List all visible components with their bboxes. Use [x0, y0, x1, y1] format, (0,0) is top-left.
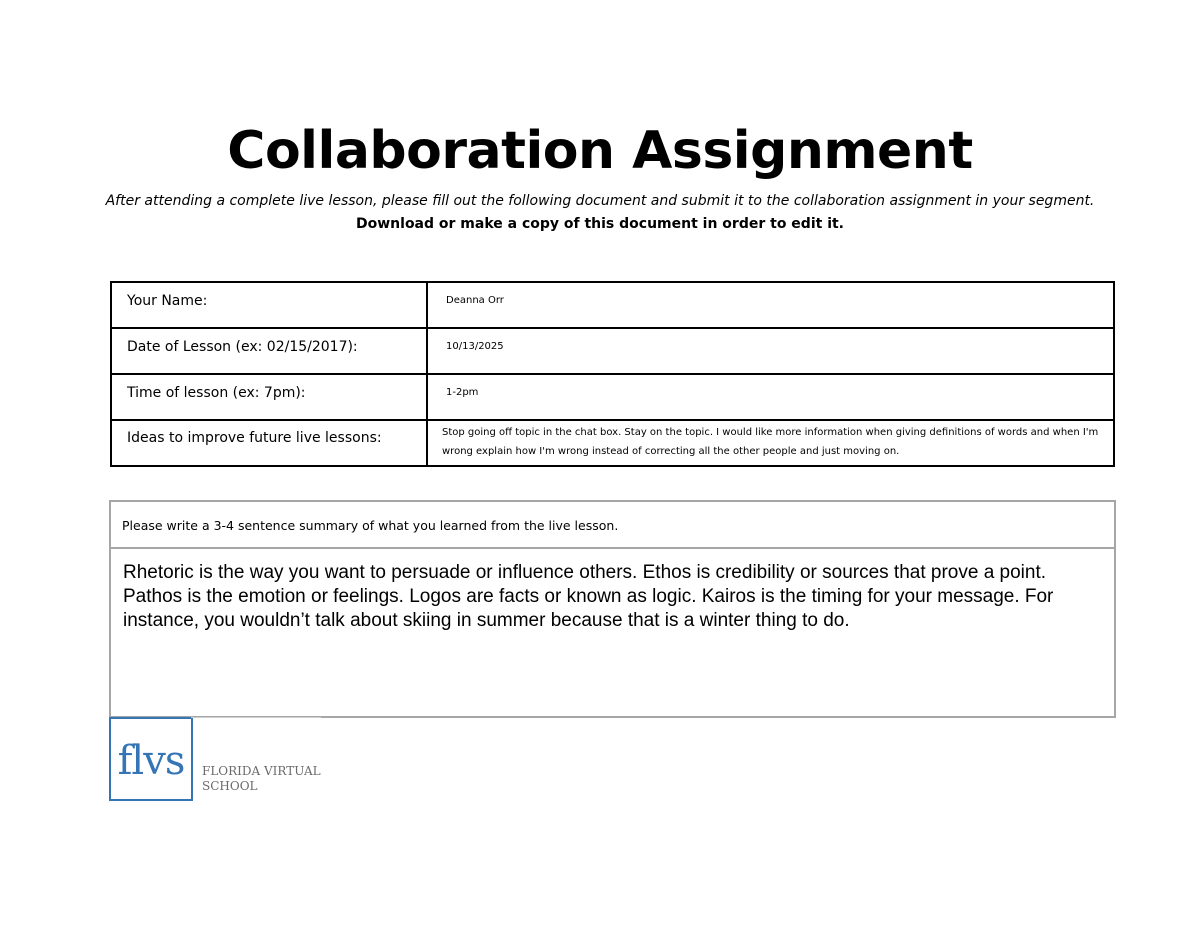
- time-label: Time of lesson (ex: 7pm):: [111, 374, 427, 420]
- table-row: [111, 328, 1114, 374]
- download-note: Download or make a copy of this document in order to edit it.: [356, 216, 844, 232]
- name-label: Your Name:: [111, 282, 427, 328]
- summary-prompt: Please write a 3-4 sentence summary of what you learned from the live lesson.: [111, 502, 1114, 549]
- logo-box: [109, 717, 193, 801]
- document-subtitle: After attending a complete live lesson, please fill out the following document and submit it to the collaboration assignment in your segment.: [105, 193, 1095, 209]
- logo-mark: flvs: [117, 738, 185, 784]
- date-label: Date of Lesson (ex: 02/15/2017):: [111, 328, 427, 374]
- name-field[interactable]: Deanna Orr: [427, 282, 1114, 328]
- logo-text-line1: FLORIDA VIRTUAL: [202, 764, 321, 778]
- document-title: Collaboration Assignment: [227, 121, 973, 181]
- date-field[interactable]: 10/13/2025: [427, 328, 1114, 374]
- summary-box: [109, 500, 1116, 718]
- logo-divider: [191, 717, 321, 718]
- logo-text-line2: SCHOOL: [202, 779, 258, 793]
- summary-answer-field[interactable]: Rhetoric is the way you want to persuade or influence others. Ethos is credibility or sources that prove a point. Pathos is the emotion or feelings. Logos are facts or known as logic. Kairos is the timing for your message. For instance, you wouldn’t talk about skiing in summer because that is a winter thing to do.: [123, 562, 1054, 631]
- table-row: [111, 282, 1114, 328]
- time-field[interactable]: 1-2pm: [427, 374, 1114, 420]
- table-row: [111, 374, 1114, 420]
- flvs-logo: [109, 717, 323, 801]
- ideas-label: Ideas to improve future live lessons:: [111, 420, 427, 466]
- ideas-field[interactable]: Stop going off topic in the chat box. Stay on the topic. I would like more information when giving definitions of words and when I'm wrong explain how I'm wrong instead of correcting all the other people and just moving on.: [427, 420, 1114, 466]
- table-row: [111, 420, 1114, 466]
- lesson-info-table: [110, 281, 1115, 467]
